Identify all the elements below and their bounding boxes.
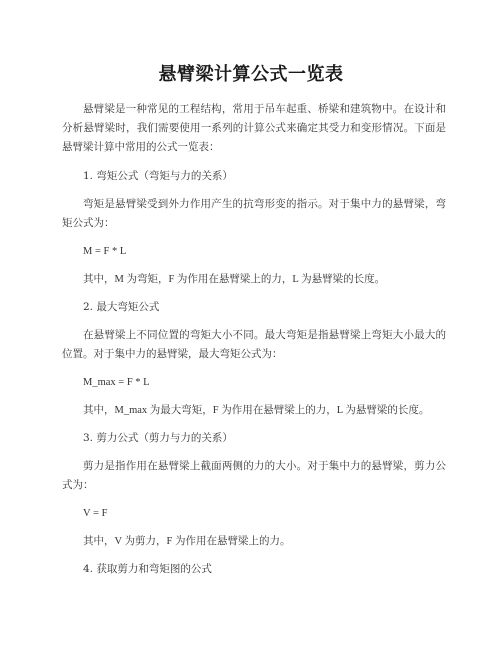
formula-explanation: 其中，V 为剪力，F 为作用在悬臂梁上的力。	[83, 536, 291, 547]
intro-paragraph: 悬臂梁是一种常见的工程结构，常用于吊车起重、桥梁和建筑物中。在设计和分析悬臂梁时，我们需要使用一系列的计算公式来确定其受力和变形情况。下面是悬臂梁计算中常用的公式一览表：	[62, 103, 446, 153]
section-2	[62, 298, 446, 420]
formula-explanation: 其中，M 为弯矩，F 为作用在悬臂梁上的力，L 为悬臂梁的长度。	[83, 274, 386, 285]
document-content	[62, 100, 446, 588]
section-body: 弯矩是悬臂梁受到外力作用产生的抗弯形变的指示。对于集中力的悬臂梁，弯矩公式为：	[62, 198, 446, 229]
section-1	[62, 167, 446, 289]
section-heading: 1. 弯矩公式（弯矩与力的关系）	[83, 170, 233, 182]
section-heading: 3. 剪力公式（剪力与力的关系）	[83, 432, 233, 444]
section-heading: 2. 最大弯矩公式	[83, 301, 160, 313]
section-body: 剪力是指作用在悬臂梁上截面两侧的力的大小。对于集中力的悬臂梁，剪力公式为：	[62, 460, 446, 491]
section-body: 在悬臂梁上不同位置的弯矩大小不同。最大弯矩是指悬臂梁上弯矩大小最大的位置。对于集中力的悬臂梁，最大弯矩公式为：	[62, 329, 446, 360]
formula: M = F * L	[83, 246, 127, 257]
section-3	[62, 429, 446, 551]
section-4	[62, 560, 446, 579]
formula: V = F	[83, 508, 108, 519]
section-heading: 4. 获取剪力和弯矩图的公式	[83, 563, 212, 575]
formula-explanation: 其中，M_max 为最大弯矩，F 为作用在悬臂梁上的力，L 为悬臂梁的长度。	[83, 405, 430, 416]
formula: M_max = F * L	[83, 377, 150, 388]
document-title: 悬臂梁计算公式一览表	[158, 64, 344, 85]
